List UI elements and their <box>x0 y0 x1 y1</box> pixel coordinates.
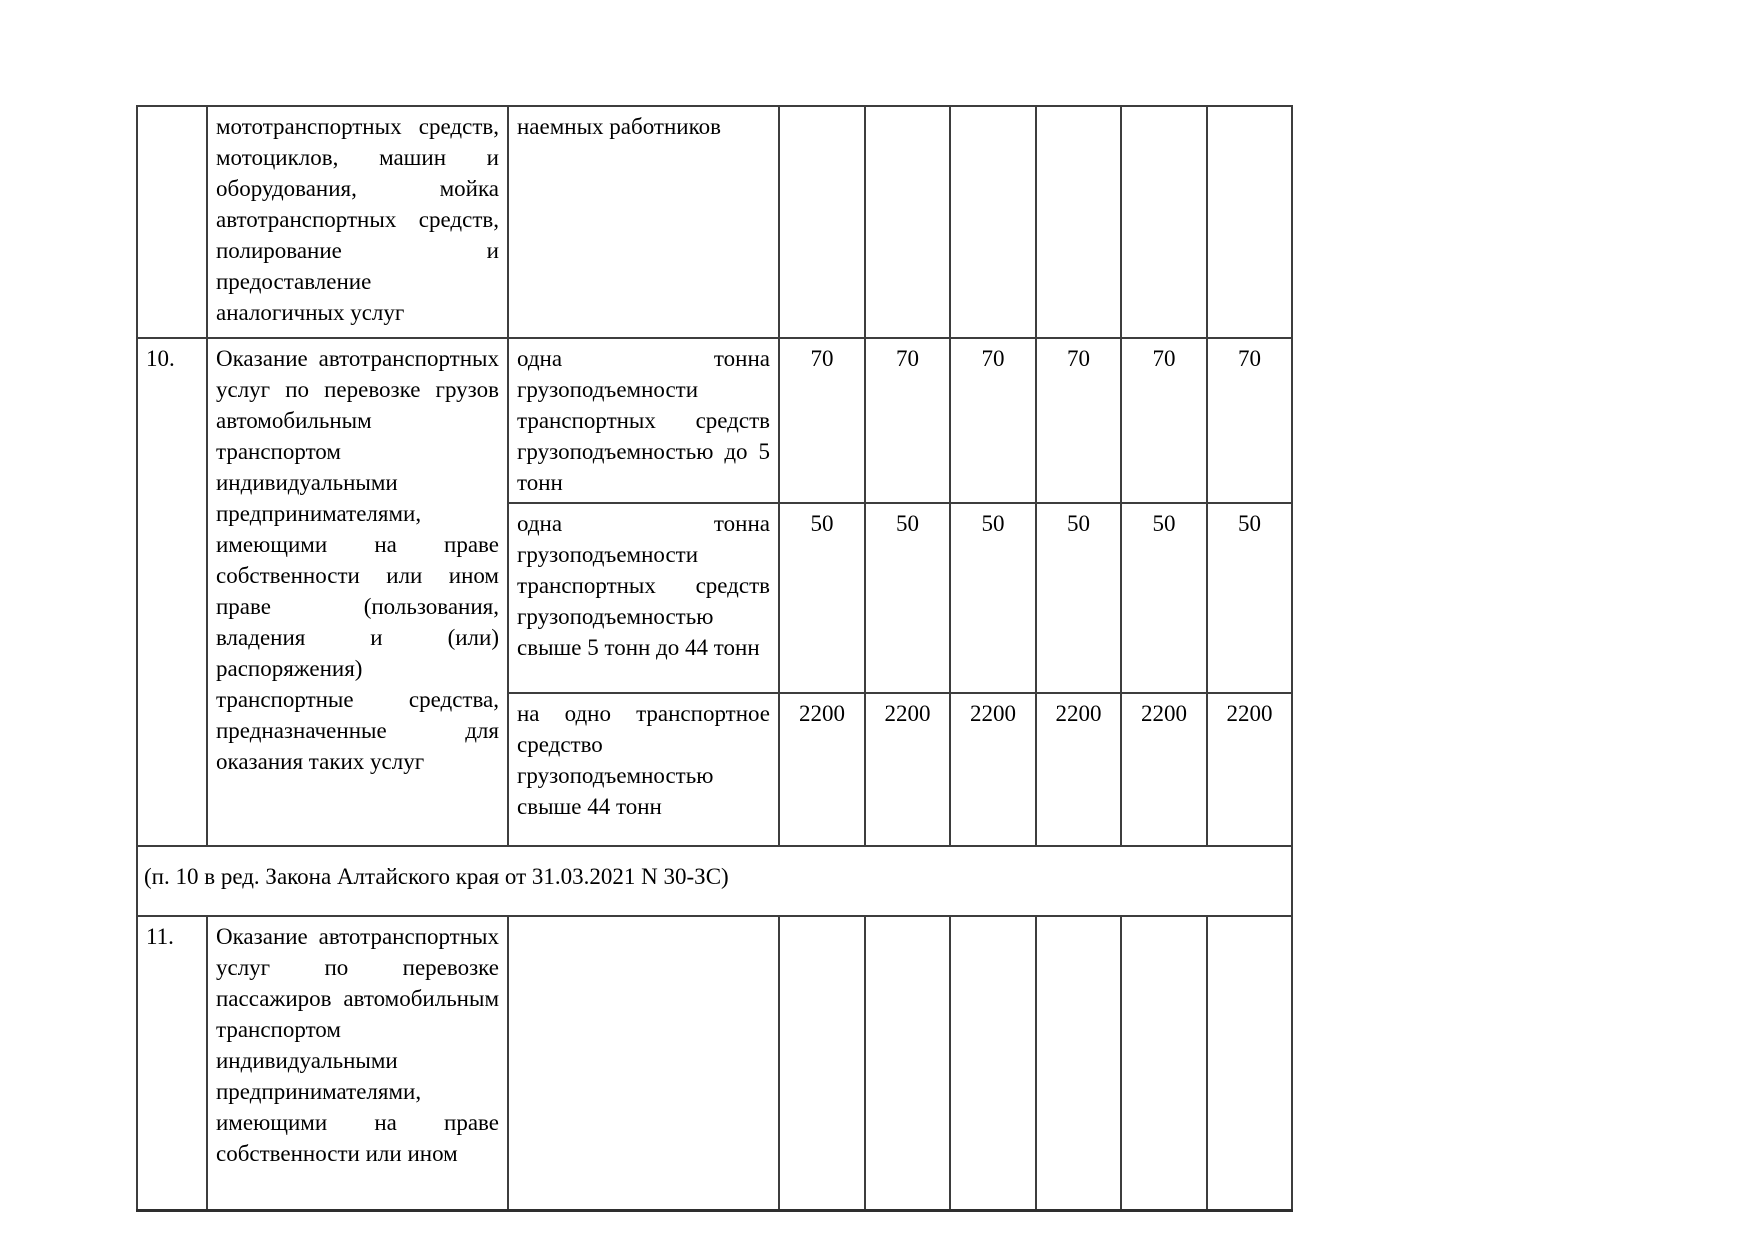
unit-cell <box>508 916 779 1210</box>
value-cell: 2200 <box>1121 693 1207 846</box>
value-cell <box>1207 916 1292 1210</box>
row-number-cell <box>137 106 207 338</box>
value-cell: 2200 <box>1036 693 1121 846</box>
value-cell <box>1207 106 1292 338</box>
value-cell: 70 <box>950 338 1036 503</box>
activity-cell: мототранспортных средств, мотоциклов, машин и оборудования, мойка автотранспортных средств, полирование и предоставление аналогичных услуг <box>207 106 508 338</box>
value-cell: 2200 <box>865 693 950 846</box>
value-cell: 50 <box>779 503 865 693</box>
value-cell: 70 <box>1121 338 1207 503</box>
activity-cell: Оказание автотранспортных услуг по перевозке пассажиров автомобильным транспортом индивидуальными предпринимателями, имеющими на праве собственности или ином <box>207 916 508 1210</box>
value-cell: 2200 <box>1207 693 1292 846</box>
activity-cell: Оказание автотранспортных услуг по перевозке грузов автомобильным транспортом индивидуальными предпринимателями, имеющими на праве собственности или ином праве (пользования, владения и (или) распоряжения) транспортные средства, предназначенные для оказания таких услуг <box>207 338 508 846</box>
value-cell <box>1121 106 1207 338</box>
value-cell: 50 <box>1207 503 1292 693</box>
value-cell <box>865 106 950 338</box>
value-cell: 70 <box>1207 338 1292 503</box>
amendment-note: (п. 10 в ред. Закона Алтайского края от 31.03.2021 N 30-ЗС) <box>137 846 1292 916</box>
value-cell: 70 <box>865 338 950 503</box>
tax-rates-table <box>136 105 1293 1212</box>
value-cell <box>865 916 950 1210</box>
table-row-10 <box>137 338 1292 503</box>
value-cell: 50 <box>1121 503 1207 693</box>
unit-cell: наемных работников <box>508 106 779 338</box>
value-cell: 50 <box>865 503 950 693</box>
row-number-cell: 11. <box>137 916 207 1210</box>
value-cell: 70 <box>1036 338 1121 503</box>
value-cell: 2200 <box>950 693 1036 846</box>
value-cell <box>1036 106 1121 338</box>
value-cell: 2200 <box>779 693 865 846</box>
table-row-11 <box>137 916 1292 1210</box>
value-cell <box>1036 916 1121 1210</box>
value-cell: 50 <box>1036 503 1121 693</box>
unit-cell: одна тонна грузоподъемности транспортных средств грузоподъемностью до 5 тонн <box>508 338 779 503</box>
row-number-cell: 10. <box>137 338 207 846</box>
table-row-note <box>137 846 1292 916</box>
value-cell <box>779 916 865 1210</box>
table-row-continuation <box>137 106 1292 338</box>
unit-cell: одна тонна грузоподъемности транспортных средств грузоподъемностью свыше 5 тонн до 44 тонн <box>508 503 779 693</box>
value-cell: 70 <box>779 338 865 503</box>
value-cell <box>950 916 1036 1210</box>
value-cell: 50 <box>950 503 1036 693</box>
value-cell <box>950 106 1036 338</box>
unit-cell: на одно транспортное средство грузоподъемностью свыше 44 тонн <box>508 693 779 846</box>
value-cell <box>779 106 865 338</box>
value-cell <box>1121 916 1207 1210</box>
